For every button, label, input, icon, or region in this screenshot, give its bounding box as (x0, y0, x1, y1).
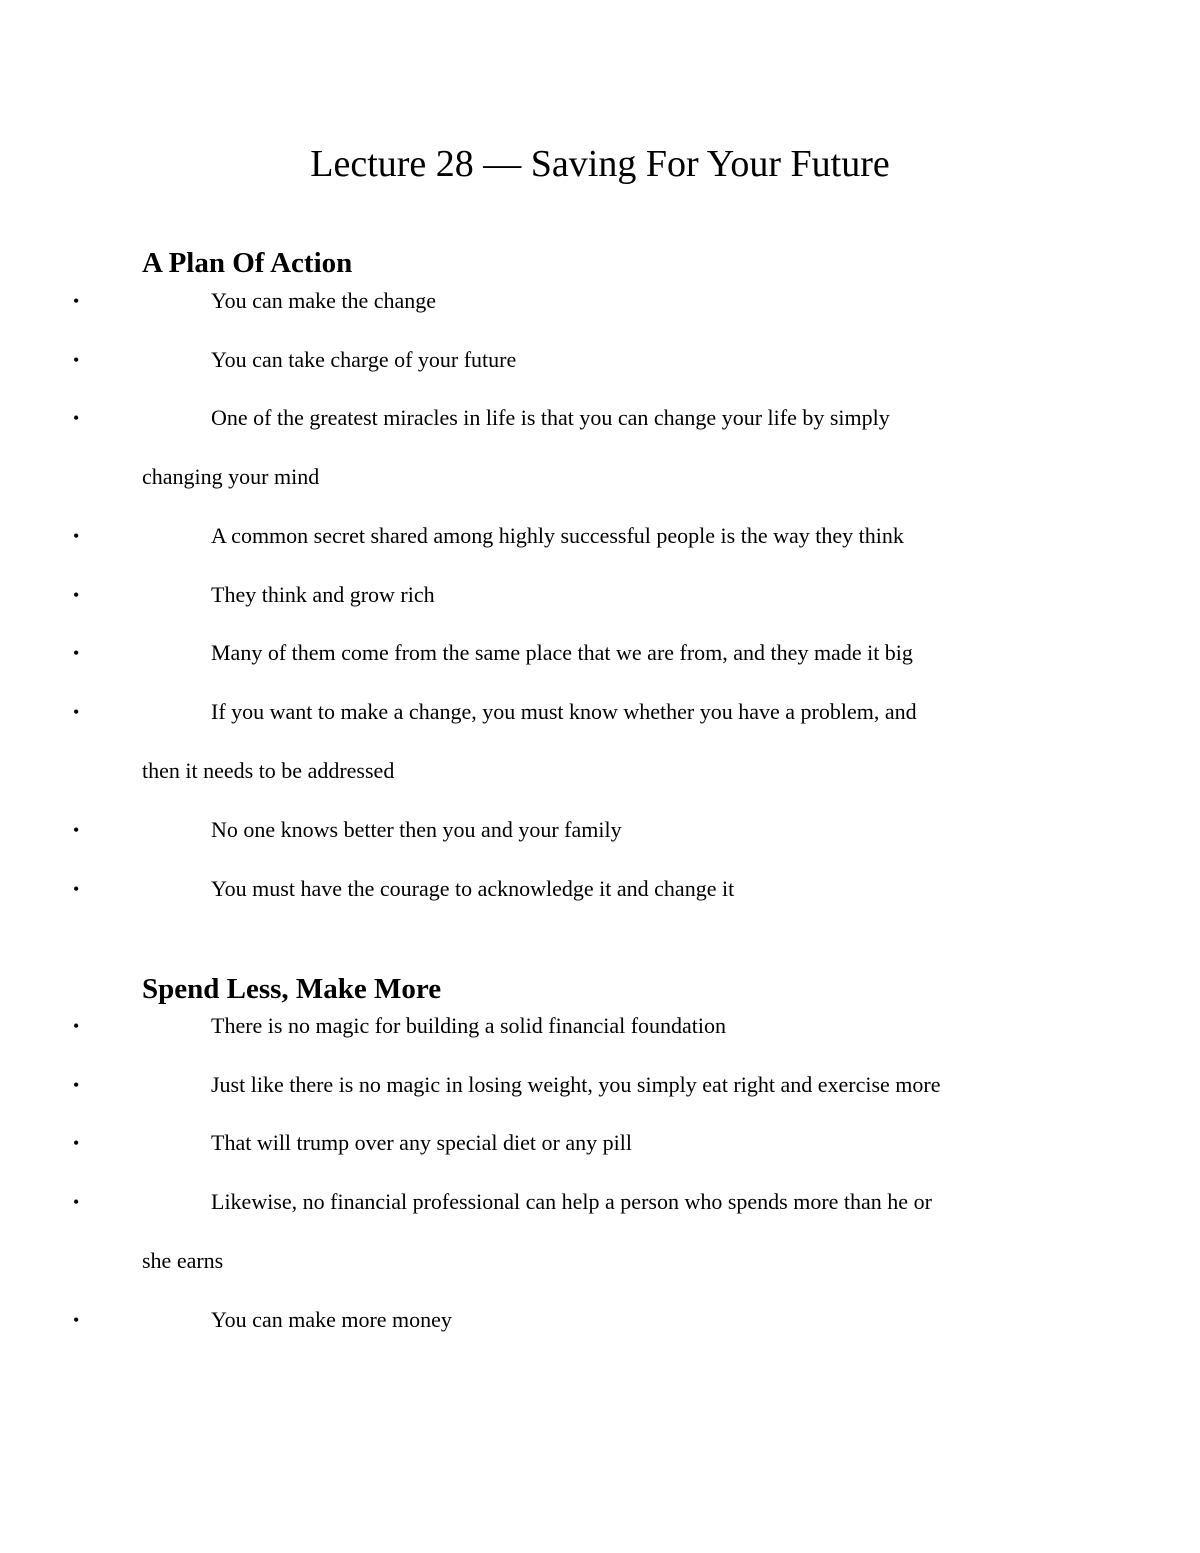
list-item-text: They think and grow rich (211, 581, 435, 607)
bullet-icon: • (73, 1309, 80, 1330)
list-item (73, 580, 1072, 639)
bullet-icon: • (73, 349, 80, 370)
list-item-continuation: she earns (142, 1247, 224, 1273)
list-item-text: You must have the courage to acknowledge it and change it (211, 875, 735, 901)
bullet-icon: • (73, 291, 80, 311)
bullet-icon: • (73, 819, 80, 840)
bullet-icon: • (73, 1074, 80, 1095)
list-item (73, 286, 1072, 345)
list-item (73, 874, 1072, 933)
list-item-text: A common secret shared among highly successful people is the way they think (211, 523, 904, 549)
list-item (73, 638, 1072, 697)
list-item-text: There is no magic for building a solid financial foundation (211, 1013, 727, 1038)
bullet-icon: • (73, 701, 80, 722)
list-item (73, 521, 1072, 580)
list-item-text: That will trump over any special diet or any pill (211, 1130, 632, 1156)
bullet-icon: • (73, 408, 80, 429)
bullet-icon: • (73, 878, 80, 899)
list-item-text: Likewise, no financial professional can help a person who spends more than he or (211, 1188, 932, 1214)
list-item-continuation: changing your mind (142, 464, 320, 490)
bullet-icon: • (73, 1191, 80, 1212)
list-item (73, 1070, 1072, 1129)
list-item (73, 1128, 1072, 1187)
list-item-continuation: then it needs to be addressed (142, 757, 395, 783)
list-item-text: You can make more money (211, 1306, 452, 1332)
list-item-text: If you want to make a change, you must know whether you have a problem, and (211, 698, 917, 724)
bullet-list-plan-of-action (73, 286, 1072, 932)
bullet-icon: • (73, 1016, 80, 1036)
list-item (73, 1305, 1072, 1364)
section-heading-plan-of-action: A Plan Of Action (142, 247, 353, 279)
list-item (73, 697, 1072, 815)
list-item-text: You can make the change (211, 288, 437, 313)
list-item (73, 815, 1072, 874)
bullet-icon: • (73, 526, 80, 547)
bullet-icon: • (73, 1133, 80, 1154)
list-item (73, 403, 1072, 521)
bullet-list-spend-less-make-more (73, 1011, 1072, 1363)
list-item-text: No one knows better then you and your family (211, 816, 622, 842)
bullet-icon: • (73, 584, 80, 605)
list-item (73, 1187, 1072, 1305)
list-item-text: You can take charge of your future (211, 346, 517, 372)
bullet-icon: • (73, 643, 80, 664)
list-item-text: One of the greatest miracles in life is that you can change your life by simply (211, 405, 890, 431)
page-title: Lecture 28 — Saving For Your Future (310, 143, 890, 185)
section-heading-spend-less-make-more: Spend Less, Make More (142, 973, 442, 1005)
list-item-text: Just like there is no magic in losing weight, you simply eat right and exercise more (211, 1071, 941, 1097)
list-item (73, 1011, 1072, 1070)
list-item-text: Many of them come from the same place that we are from, and they made it big (211, 640, 913, 666)
list-item (73, 345, 1072, 404)
